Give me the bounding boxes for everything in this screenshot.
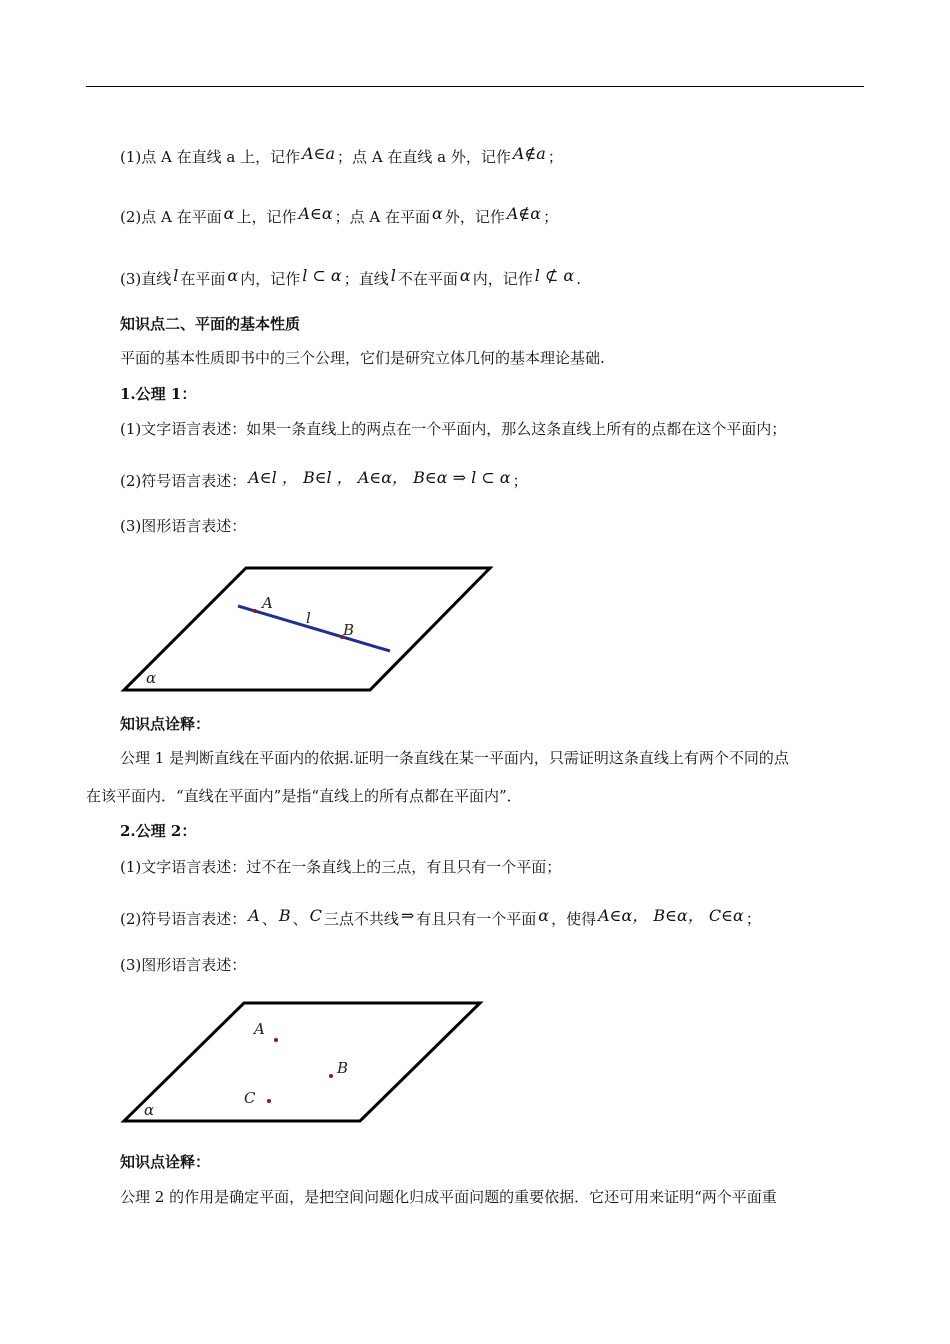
- axiom2-figure: [110, 995, 500, 1135]
- point-B: [329, 1074, 333, 1078]
- label-A: A: [254, 1020, 265, 1038]
- point-A: [274, 1038, 278, 1042]
- axiom2-title: 2.公理 2：: [120, 822, 197, 840]
- header-rule: [86, 86, 864, 87]
- plane-parallelogram: [124, 1003, 480, 1121]
- label-l: l: [306, 609, 311, 627]
- axiom1-note-title: 知识点诠释：: [120, 715, 211, 733]
- axiom1-figure: [110, 560, 510, 700]
- notation-line-1: (1)点 A 在直线 a 上，记作 A∈a ；点 A 在直线 a 外，记作 A∉a ；: [120, 144, 563, 166]
- section-heading: 知识点二、平面的基本性质: [120, 315, 301, 333]
- line-l: [238, 606, 390, 651]
- axiom1-note-line2: 在该平面内．“直线在平面内”是指“直线上的所有点都在平面内”．: [86, 787, 522, 805]
- section-intro: 平面的基本性质即书中的三个公理，它们是研究立体几何的基本理论基础.: [120, 349, 605, 367]
- label-alpha: α: [144, 1101, 155, 1119]
- axiom1-title: 1.公理 1：: [120, 385, 197, 403]
- axiom1-text: (1)文字语言表述：如果一条直线上的两点在一个平面内，那么这条直线上所有的点都在这个平面内；: [120, 420, 787, 438]
- label-B: B: [343, 621, 355, 639]
- axiom1-symbol: (2)符号语言表述： A∈l ， B∈l ， A∈α， B∈α ⇒ l ⊂ α ；: [120, 468, 528, 490]
- label-C: C: [244, 1089, 256, 1107]
- axiom1-note-line1: 公理 1 是判断直线在平面内的依据.证明一条直线在某一平面内，只需证明这条直线上有两个不同的点: [120, 749, 789, 767]
- label-A: A: [262, 594, 273, 612]
- axiom2-symbol: (2)符号语言表述： A 、 B 、 C 三点不共线 ⇒ 有且只有一个平面 α ，使得 A∈α， B∈α， C∈α ；: [120, 906, 761, 928]
- label-B: B: [337, 1059, 349, 1077]
- axiom1-graphic: (3)图形语言表述：: [120, 517, 247, 535]
- axiom2-note-title: 知识点诠释：: [120, 1153, 211, 1171]
- notation-line-3: (3)直线 l 在平面 α 内，记作 l ⊂ α ；直线 l 不在平面 α 内，记作 l ⊄ α .: [120, 266, 581, 288]
- plane-parallelogram: [124, 568, 490, 690]
- axiom2-text: (1)文字语言表述：过不在一条直线上的三点，有且只有一个平面；: [120, 858, 562, 876]
- axiom2-note-line1: 公理 2 的作用是确定平面，是把空间问题化归成平面问题的重要依据．它还可用来证明“两个平面重: [120, 1188, 777, 1206]
- notation-line-2: (2)点 A 在平面 α 上，记作 A∈α ；点 A 在平面 α 外，记作 A∉α ；: [120, 204, 559, 226]
- point-A: [253, 609, 257, 613]
- axiom2-graphic: (3)图形语言表述：: [120, 956, 247, 974]
- point-C: [267, 1099, 271, 1103]
- label-alpha: α: [146, 669, 157, 687]
